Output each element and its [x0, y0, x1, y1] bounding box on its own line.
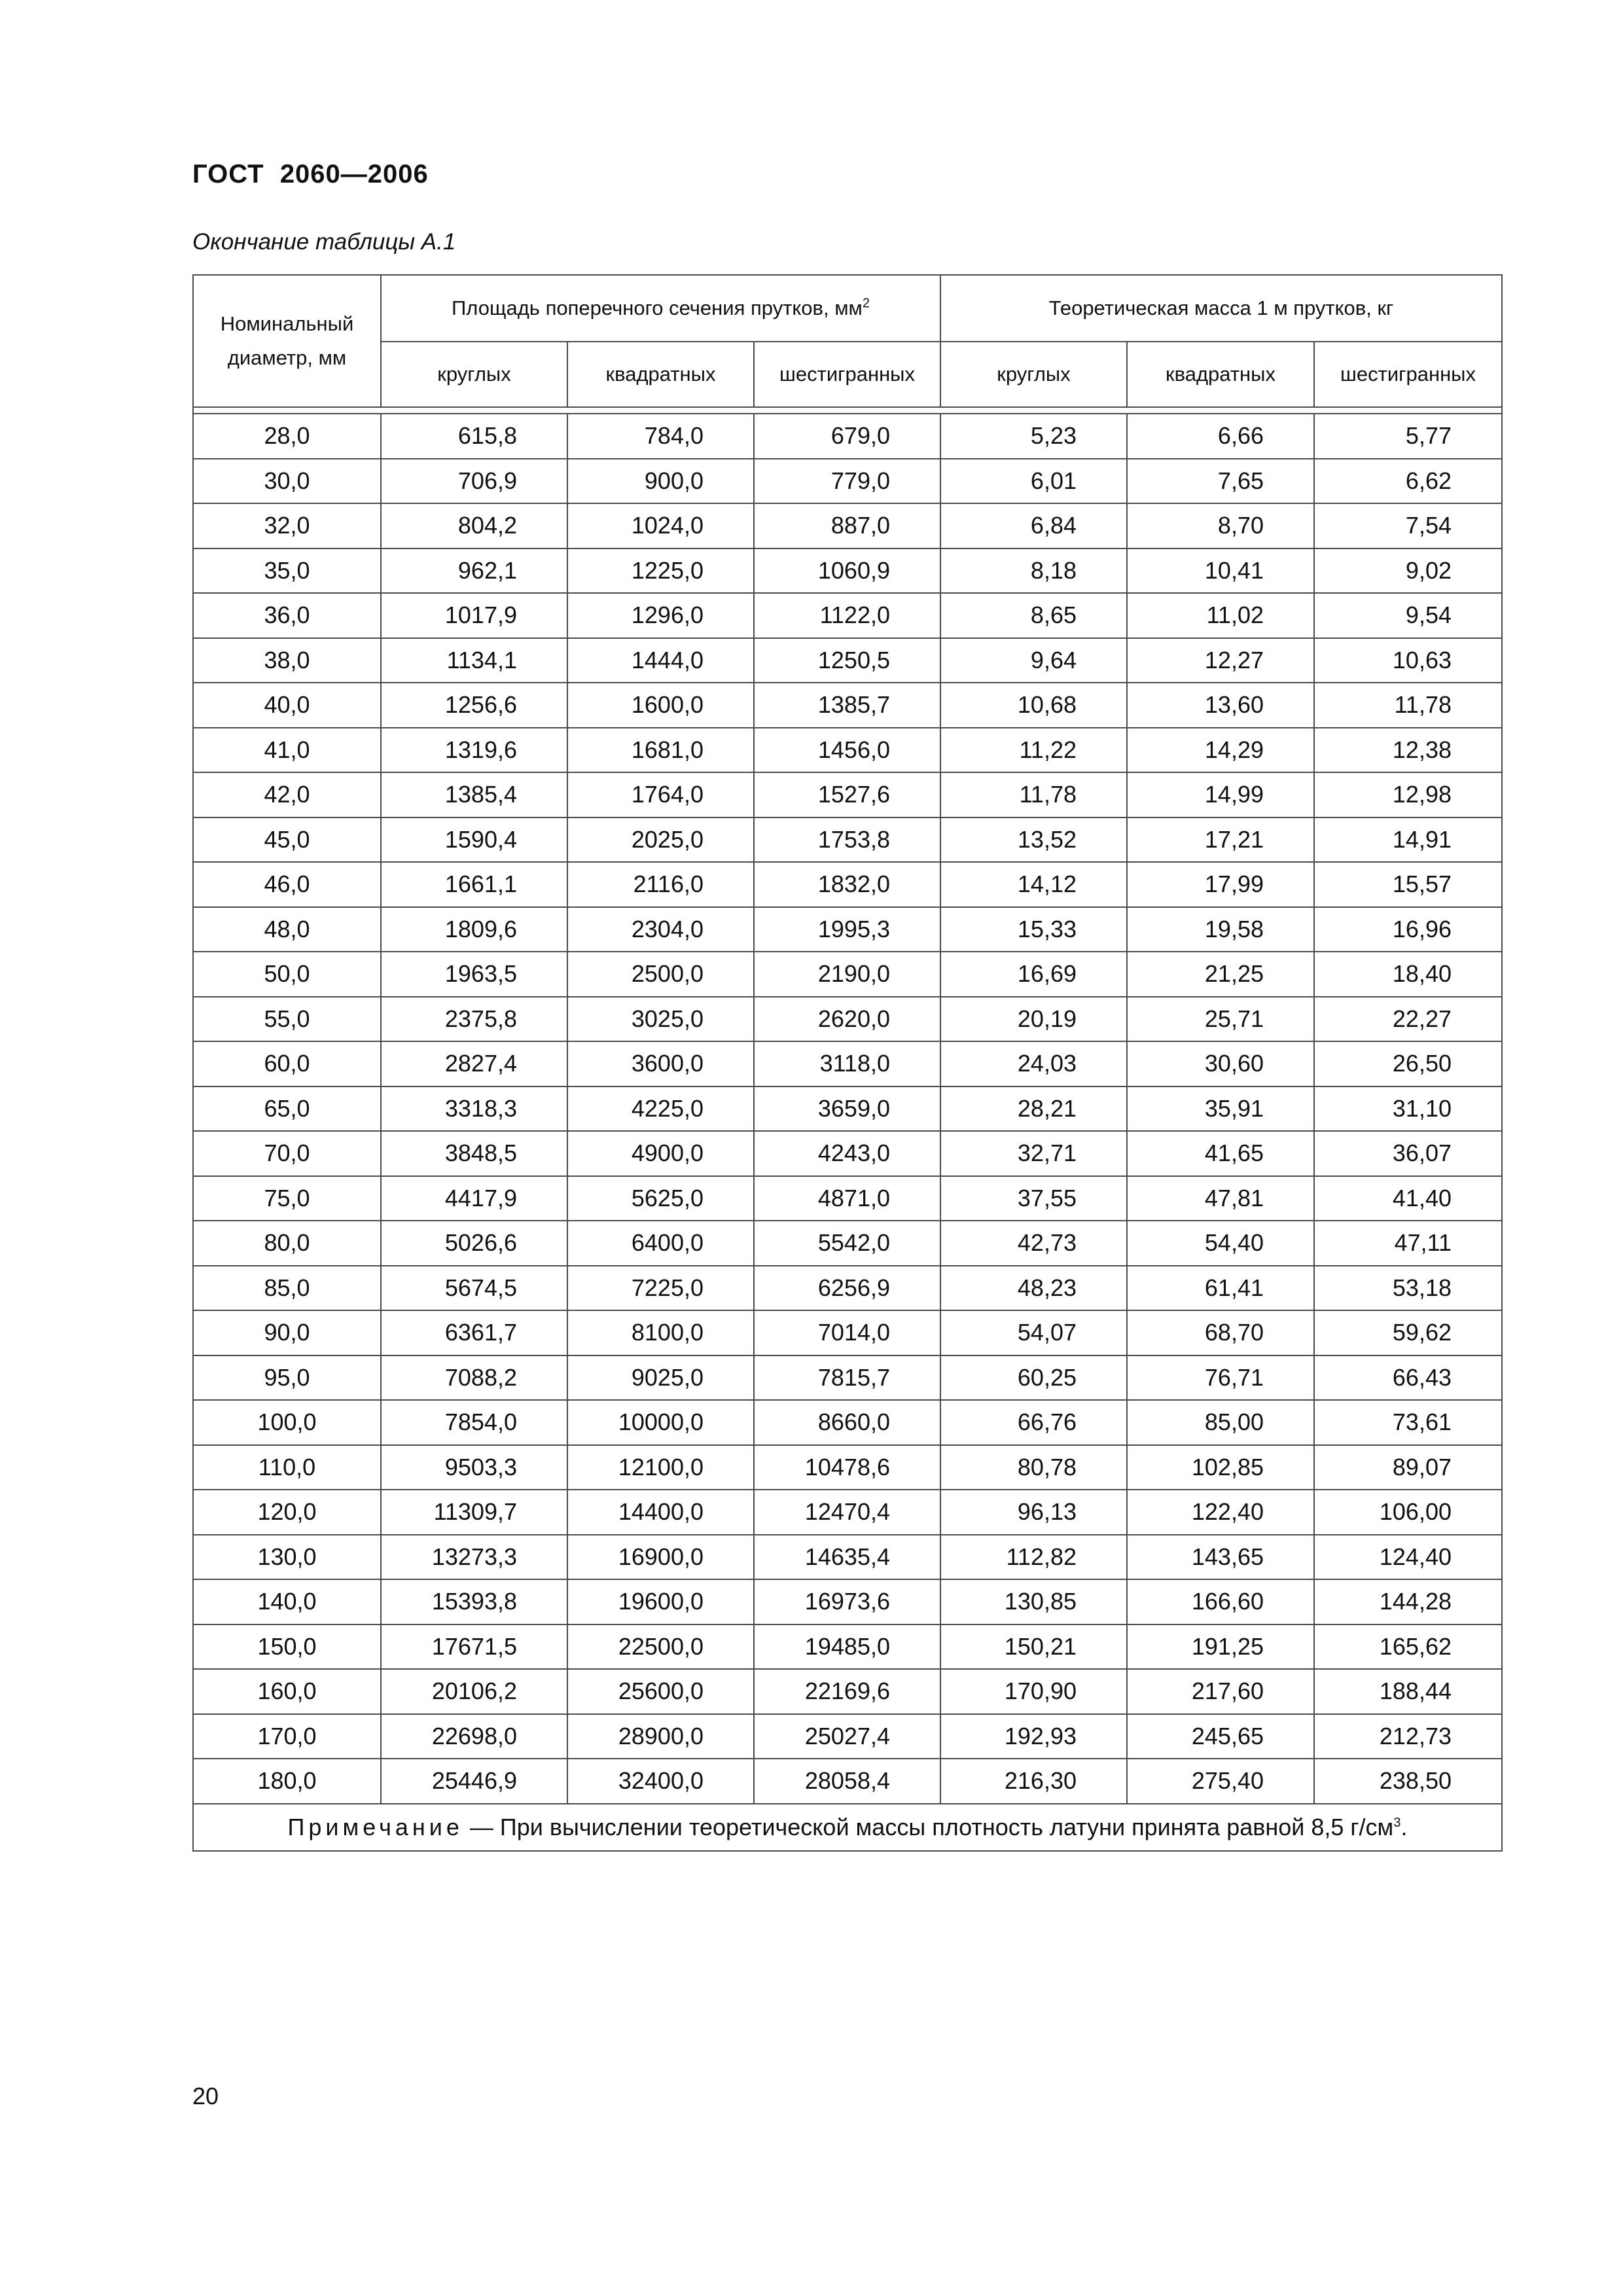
table-cell: 25446,9	[381, 1759, 567, 1804]
table-cell: 2620,0	[754, 997, 940, 1042]
table-cell: 13,60	[1127, 683, 1314, 728]
table-cell: 4871,0	[754, 1176, 940, 1221]
table-cell: 36,07	[1314, 1131, 1502, 1176]
table-cell: 47,81	[1127, 1176, 1314, 1221]
table-row	[193, 1445, 1502, 1490]
header-area-round: круглых	[381, 342, 567, 407]
table-row	[193, 548, 1502, 594]
table-cell: 962,1	[381, 548, 567, 594]
table-cell: 24,03	[940, 1041, 1127, 1086]
table-cell: 188,44	[1314, 1669, 1502, 1714]
cell-diameter: 28,0	[193, 414, 381, 459]
table-cell: 19600,0	[567, 1579, 754, 1624]
table-cell: 122,40	[1127, 1490, 1314, 1535]
table-cell: 8,65	[940, 593, 1127, 638]
note-superscript: 3	[1393, 1815, 1401, 1830]
table-cell: 54,40	[1127, 1221, 1314, 1266]
table-cell: 66,43	[1314, 1355, 1502, 1401]
table-cell: 19485,0	[754, 1624, 940, 1670]
cell-diameter: 180,0	[193, 1759, 381, 1804]
table-cell: 5,77	[1314, 414, 1502, 459]
table-row	[193, 1176, 1502, 1221]
header-mass-square: квадратных	[1127, 342, 1314, 407]
table-row	[193, 1266, 1502, 1311]
table-cell: 32400,0	[567, 1759, 754, 1804]
table-cell: 41,40	[1314, 1176, 1502, 1221]
table-cell: 1024,0	[567, 503, 754, 548]
table-cell: 4900,0	[567, 1131, 754, 1176]
table-cell: 16900,0	[567, 1535, 754, 1580]
cell-diameter: 55,0	[193, 997, 381, 1042]
table-cell: 9,02	[1314, 548, 1502, 594]
table-cell: 6256,9	[754, 1266, 940, 1311]
table-cell: 13273,3	[381, 1535, 567, 1580]
table-cell: 784,0	[567, 414, 754, 459]
cell-diameter: 95,0	[193, 1355, 381, 1401]
cell-diameter: 60,0	[193, 1041, 381, 1086]
table-row	[193, 952, 1502, 997]
table-cell: 9,54	[1314, 593, 1502, 638]
table-cell: 22169,6	[754, 1669, 940, 1714]
table-cell: 2190,0	[754, 952, 940, 997]
table-cell: 30,60	[1127, 1041, 1314, 1086]
header-separator	[193, 407, 1502, 414]
table-cell: 10000,0	[567, 1400, 754, 1445]
header-mass-round: круглых	[940, 342, 1127, 407]
header-mass-hex: шестигранных	[1314, 342, 1502, 407]
header-cross-section-area	[381, 275, 940, 342]
table-cell: 192,93	[940, 1714, 1127, 1759]
table-cell: 679,0	[754, 414, 940, 459]
table-cell: 9503,3	[381, 1445, 567, 1490]
table-cell: 7,65	[1127, 459, 1314, 504]
table-note	[193, 1804, 1502, 1851]
table-cell: 779,0	[754, 459, 940, 504]
table-body	[193, 414, 1502, 1804]
table-cell: 1764,0	[567, 772, 754, 817]
table-cell: 2116,0	[567, 862, 754, 907]
table-cell: 1590,4	[381, 817, 567, 863]
table-row	[193, 1669, 1502, 1714]
table-cell: 2500,0	[567, 952, 754, 997]
table-cell: 17671,5	[381, 1624, 567, 1670]
table-cell: 25027,4	[754, 1714, 940, 1759]
table-cell: 8,70	[1127, 503, 1314, 548]
table-row	[193, 503, 1502, 548]
table-cell: 10478,6	[754, 1445, 940, 1490]
table-cell: 130,85	[940, 1579, 1127, 1624]
table-cell: 80,78	[940, 1445, 1127, 1490]
table-cell: 706,9	[381, 459, 567, 504]
table-cell: 275,40	[1127, 1759, 1314, 1804]
table-row	[193, 1579, 1502, 1624]
table-cell: 1444,0	[567, 638, 754, 683]
table-cell: 887,0	[754, 503, 940, 548]
cell-diameter: 75,0	[193, 1176, 381, 1221]
table-cell: 8100,0	[567, 1310, 754, 1355]
table-cell: 14400,0	[567, 1490, 754, 1535]
table-cell: 12100,0	[567, 1445, 754, 1490]
cell-diameter: 46,0	[193, 862, 381, 907]
table-cell: 144,28	[1314, 1579, 1502, 1624]
table-cell: 166,60	[1127, 1579, 1314, 1624]
table-row	[193, 1041, 1502, 1086]
table-cell: 14,99	[1127, 772, 1314, 817]
table-cell: 35,91	[1127, 1086, 1314, 1132]
table-cell: 1017,9	[381, 593, 567, 638]
table-cell: 150,21	[940, 1624, 1127, 1670]
table-cell: 7854,0	[381, 1400, 567, 1445]
table-cell: 6361,7	[381, 1310, 567, 1355]
table-cell: 18,40	[1314, 952, 1502, 997]
table-cell: 3025,0	[567, 997, 754, 1042]
table-cell: 20106,2	[381, 1669, 567, 1714]
table-cell: 17,21	[1127, 817, 1314, 863]
table-cell: 5026,6	[381, 1221, 567, 1266]
document-title: ГОСТ 2060—2006	[192, 160, 429, 188]
table-cell: 1527,6	[754, 772, 940, 817]
table-row	[193, 683, 1502, 728]
table-row	[193, 997, 1502, 1042]
table-cell: 31,10	[1314, 1086, 1502, 1132]
cell-diameter: 170,0	[193, 1714, 381, 1759]
table-cell: 3318,3	[381, 1086, 567, 1132]
table-row	[193, 1131, 1502, 1176]
table-cell: 14,29	[1127, 728, 1314, 773]
table-cell: 28900,0	[567, 1714, 754, 1759]
table-row	[193, 414, 1502, 459]
table-cell: 1385,4	[381, 772, 567, 817]
table-row	[193, 1535, 1502, 1580]
table-cell: 2827,4	[381, 1041, 567, 1086]
table-cell: 1661,1	[381, 862, 567, 907]
cell-diameter: 140,0	[193, 1579, 381, 1624]
table-row	[193, 1310, 1502, 1355]
table-cell: 22,27	[1314, 997, 1502, 1042]
cell-diameter: 40,0	[193, 683, 381, 728]
note-text: — При вычислении теоретической массы плотность латуни принята равной 8,5 г/см	[463, 1813, 1394, 1840]
table-cell: 12,38	[1314, 728, 1502, 773]
table-cell: 14,12	[940, 862, 1127, 907]
table-cell: 11309,7	[381, 1490, 567, 1535]
header-area-square: квадратных	[567, 342, 754, 407]
table-cell: 7014,0	[754, 1310, 940, 1355]
table-cell: 6,66	[1127, 414, 1314, 459]
table-cell: 25600,0	[567, 1669, 754, 1714]
table-cell: 54,07	[940, 1310, 1127, 1355]
table-cell: 1809,6	[381, 907, 567, 952]
table-cell: 4417,9	[381, 1176, 567, 1221]
cell-diameter: 32,0	[193, 503, 381, 548]
table-note-row	[193, 1804, 1502, 1851]
table-cell: 900,0	[567, 459, 754, 504]
table-cell: 1319,6	[381, 728, 567, 773]
table-cell: 17,99	[1127, 862, 1314, 907]
table-cell: 7088,2	[381, 1355, 567, 1401]
cell-diameter: 110,0	[193, 1445, 381, 1490]
table-cell: 85,00	[1127, 1400, 1314, 1445]
cell-diameter: 120,0	[193, 1490, 381, 1535]
table-cell: 10,63	[1314, 638, 1502, 683]
table-cell: 14,91	[1314, 817, 1502, 863]
cell-diameter: 85,0	[193, 1266, 381, 1311]
table-cell: 42,73	[940, 1221, 1127, 1266]
table-cell: 1122,0	[754, 593, 940, 638]
table-cell: 1832,0	[754, 862, 940, 907]
table-row	[193, 772, 1502, 817]
table-cell: 68,70	[1127, 1310, 1314, 1355]
table-cell: 15393,8	[381, 1579, 567, 1624]
table-cell: 9025,0	[567, 1355, 754, 1401]
table-cell: 41,65	[1127, 1131, 1314, 1176]
table-cell: 216,30	[940, 1759, 1127, 1804]
table-row	[193, 728, 1502, 773]
table-cell: 165,62	[1314, 1624, 1502, 1670]
table-cell: 1225,0	[567, 548, 754, 594]
table-cell: 10,68	[940, 683, 1127, 728]
table-cell: 4225,0	[567, 1086, 754, 1132]
data-table	[192, 274, 1503, 1852]
table-cell: 76,71	[1127, 1355, 1314, 1401]
table-cell: 12,27	[1127, 638, 1314, 683]
table-cell: 10,41	[1127, 548, 1314, 594]
table-cell: 7815,7	[754, 1355, 940, 1401]
cell-diameter: 38,0	[193, 638, 381, 683]
table-cell: 217,60	[1127, 1669, 1314, 1714]
table-row	[193, 862, 1502, 907]
table-cell: 12,98	[1314, 772, 1502, 817]
note-end: .	[1400, 1813, 1408, 1840]
table-cell: 47,11	[1314, 1221, 1502, 1266]
table-row	[193, 1355, 1502, 1401]
cell-diameter: 70,0	[193, 1131, 381, 1176]
table-cell: 2025,0	[567, 817, 754, 863]
table-cell: 14635,4	[754, 1535, 940, 1580]
table-cell: 15,57	[1314, 862, 1502, 907]
table-cell: 8,18	[940, 548, 1127, 594]
table-cell: 15,33	[940, 907, 1127, 952]
cell-diameter: 50,0	[193, 952, 381, 997]
table-cell: 4243,0	[754, 1131, 940, 1176]
table-cell: 5542,0	[754, 1221, 940, 1266]
cell-diameter: 42,0	[193, 772, 381, 817]
table-cell: 1963,5	[381, 952, 567, 997]
table-row	[193, 907, 1502, 952]
table-row	[193, 1759, 1502, 1804]
table-cell: 1060,9	[754, 548, 940, 594]
table-row	[193, 1086, 1502, 1132]
table-cell: 6,84	[940, 503, 1127, 548]
table-cell: 191,25	[1127, 1624, 1314, 1670]
note-label: Примечание	[287, 1813, 463, 1840]
table-cell: 96,13	[940, 1490, 1127, 1535]
table-cell: 7225,0	[567, 1266, 754, 1311]
table-cell: 13,52	[940, 817, 1127, 863]
table-row	[193, 1490, 1502, 1535]
table-cell: 1134,1	[381, 638, 567, 683]
table-cell: 124,40	[1314, 1535, 1502, 1580]
table-cell: 8660,0	[754, 1400, 940, 1445]
table-cell: 19,58	[1127, 907, 1314, 952]
cell-diameter: 30,0	[193, 459, 381, 504]
table-row	[193, 1624, 1502, 1670]
table-cell: 32,71	[940, 1131, 1127, 1176]
header-area-superscript: 2	[862, 296, 870, 311]
table-caption: Окончание таблицы А.1	[192, 229, 456, 255]
table-cell: 1600,0	[567, 683, 754, 728]
table-cell: 5674,5	[381, 1266, 567, 1311]
cell-diameter: 41,0	[193, 728, 381, 773]
table-cell: 245,65	[1127, 1714, 1314, 1759]
table-row	[193, 817, 1502, 863]
table-cell: 1995,3	[754, 907, 940, 952]
cell-diameter: 36,0	[193, 593, 381, 638]
table-cell: 170,90	[940, 1669, 1127, 1714]
table-row	[193, 1400, 1502, 1445]
table-cell: 11,78	[1314, 683, 1502, 728]
table-cell: 112,82	[940, 1535, 1127, 1580]
table-cell: 73,61	[1314, 1400, 1502, 1445]
table-cell: 1456,0	[754, 728, 940, 773]
table-cell: 1385,7	[754, 683, 940, 728]
table-cell: 66,76	[940, 1400, 1127, 1445]
table-cell: 25,71	[1127, 997, 1314, 1042]
table-cell: 11,22	[940, 728, 1127, 773]
table-cell: 238,50	[1314, 1759, 1502, 1804]
table-cell: 9,64	[940, 638, 1127, 683]
table-cell: 3118,0	[754, 1041, 940, 1086]
header-theoretical-mass: Теоретическая масса 1 м прутков, кг	[940, 275, 1502, 342]
table-cell: 21,25	[1127, 952, 1314, 997]
table-cell: 1753,8	[754, 817, 940, 863]
table-row	[193, 638, 1502, 683]
table-cell: 143,65	[1127, 1535, 1314, 1580]
table-cell: 11,78	[940, 772, 1127, 817]
table-cell: 22698,0	[381, 1714, 567, 1759]
table-cell: 5625,0	[567, 1176, 754, 1221]
table-row	[193, 1221, 1502, 1266]
table-cell: 16,96	[1314, 907, 1502, 952]
table-cell: 102,85	[1127, 1445, 1314, 1490]
table-cell: 11,02	[1127, 593, 1314, 638]
table-cell: 615,8	[381, 414, 567, 459]
page-number: 20	[192, 2083, 219, 2109]
table-cell: 59,62	[1314, 1310, 1502, 1355]
cell-diameter: 130,0	[193, 1535, 381, 1580]
cell-diameter: 48,0	[193, 907, 381, 952]
cell-diameter: 100,0	[193, 1400, 381, 1445]
table-row	[193, 1714, 1502, 1759]
table-cell: 28,21	[940, 1086, 1127, 1132]
table-cell: 2304,0	[567, 907, 754, 952]
header-area-hex: шестигранных	[754, 342, 940, 407]
table-cell: 1256,6	[381, 683, 567, 728]
table-cell: 212,73	[1314, 1714, 1502, 1759]
table-cell: 3600,0	[567, 1041, 754, 1086]
table-cell: 89,07	[1314, 1445, 1502, 1490]
table-cell: 53,18	[1314, 1266, 1502, 1311]
table-cell: 6,62	[1314, 459, 1502, 504]
table-cell: 2375,8	[381, 997, 567, 1042]
table-cell: 1296,0	[567, 593, 754, 638]
header-nominal-diameter: Номинальный диаметр, мм	[193, 275, 381, 407]
table-cell: 60,25	[940, 1355, 1127, 1401]
cell-diameter: 90,0	[193, 1310, 381, 1355]
table-row	[193, 459, 1502, 504]
cell-diameter: 45,0	[193, 817, 381, 863]
table-cell: 16,69	[940, 952, 1127, 997]
table-cell: 1250,5	[754, 638, 940, 683]
table-cell: 37,55	[940, 1176, 1127, 1221]
cell-diameter: 80,0	[193, 1221, 381, 1266]
table-cell: 7,54	[1314, 503, 1502, 548]
table-cell: 22500,0	[567, 1624, 754, 1670]
cell-diameter: 35,0	[193, 548, 381, 594]
table-cell: 1681,0	[567, 728, 754, 773]
table-cell: 6,01	[940, 459, 1127, 504]
table-cell: 28058,4	[754, 1759, 940, 1804]
cell-diameter: 160,0	[193, 1669, 381, 1714]
table-cell: 12470,4	[754, 1490, 940, 1535]
table-cell: 20,19	[940, 997, 1127, 1042]
table-cell: 6400,0	[567, 1221, 754, 1266]
table-cell: 3848,5	[381, 1131, 567, 1176]
table-row	[193, 593, 1502, 638]
table-cell: 61,41	[1127, 1266, 1314, 1311]
table-cell: 106,00	[1314, 1490, 1502, 1535]
cell-diameter: 150,0	[193, 1624, 381, 1670]
table-cell: 48,23	[940, 1266, 1127, 1311]
table-cell: 3659,0	[754, 1086, 940, 1132]
table-cell: 26,50	[1314, 1041, 1502, 1086]
table-cell: 16973,6	[754, 1579, 940, 1624]
cell-diameter: 65,0	[193, 1086, 381, 1132]
table-cell: 804,2	[381, 503, 567, 548]
header-cross-section-area-text: Площадь поперечного сечения прутков, мм	[452, 296, 863, 319]
table-cell: 5,23	[940, 414, 1127, 459]
